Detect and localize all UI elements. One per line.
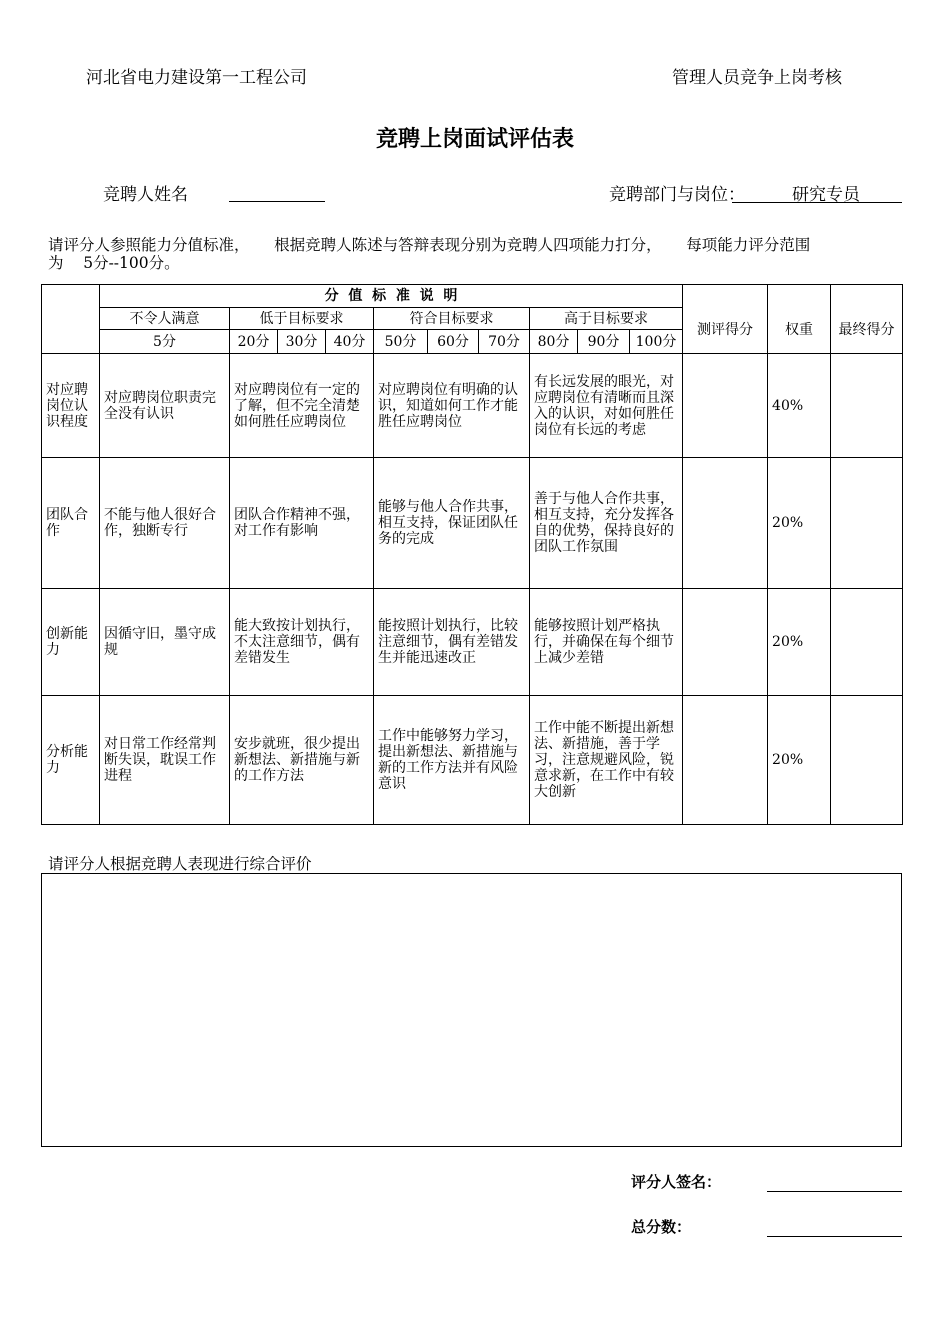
weight-cell: 20% (768, 696, 831, 825)
total-score-label: 总分数： (631, 1218, 692, 1236)
level-meets-target: 符合目标要求 (374, 308, 530, 330)
table-row (42, 354, 903, 458)
weight-cell: 40% (768, 354, 831, 458)
weight-header-top (768, 285, 831, 308)
candidate-name-label: 竞聘人姓名 (103, 185, 188, 205)
company-name: 河北省电力建设第一工程公司 (86, 68, 307, 88)
score-input-cell[interactable] (683, 696, 768, 825)
desc-meets-target: 能按照计划执行，比较注意细节，偶有差错发生并能迅速改正 (374, 589, 530, 696)
level-unsatisfactory: 不令人满意 (100, 308, 230, 330)
final-header-top (831, 285, 903, 308)
evaluation-label: 请评分人根据竞聘人表现进行综合评价 (48, 855, 312, 873)
instructions-line-2: 为 5分--100分。 (48, 254, 180, 272)
instructions-line-1: 请评分人参照能力分值标准， 根据竞聘人陈述与答辩表现分别为竞聘人四项能力打分， 每项能力评分范围 (48, 236, 811, 254)
instructions (48, 236, 908, 272)
candidate-dept-label: 竞聘部门与岗位： (609, 185, 745, 205)
final-score-cell[interactable] (831, 458, 903, 589)
desc-below-target: 安步就班，很少提出新想法、新措施与新的工作方法 (230, 696, 374, 825)
desc-unsatisfactory: 因循守旧，墨守成规 (100, 589, 230, 696)
section-header: 分 值 标 准 说 明 (100, 285, 683, 308)
score-40: 40分 (326, 330, 374, 354)
scoring-table (41, 284, 903, 825)
score-input-cell[interactable] (683, 458, 768, 589)
desc-above-target: 工作中能不断提出新想法、新措施，善于学习，注意规避风险，锐意求新，在工作中有较大创新 (530, 696, 683, 825)
weight-cell: 20% (768, 458, 831, 589)
desc-above-target: 有长远发展的眼光，对应聘岗位有清晰而且深入的认识，对如何胜任岗位有长远的考虑 (530, 354, 683, 458)
level-below-target: 低于目标要求 (230, 308, 374, 330)
page-title: 竞聘上岗面试评估表 (375, 126, 574, 152)
candidate-name-field[interactable] (229, 183, 325, 202)
score-60: 60分 (428, 330, 479, 354)
desc-meets-target: 对应聘岗位有明确的认识，知道如何工作才能胜任应聘岗位 (374, 354, 530, 458)
score-90: 90分 (578, 330, 630, 354)
score-input-cell[interactable] (683, 589, 768, 696)
desc-below-target: 团队合作精神不强，对工作有影响 (230, 458, 374, 589)
table-row (42, 696, 903, 825)
score-100: 100分 (630, 330, 683, 354)
evaluation-textarea[interactable] (41, 873, 902, 1147)
candidate-dept-value: 研究专员 (792, 185, 860, 205)
score-header-top (683, 285, 768, 308)
score-input-cell[interactable] (683, 354, 768, 458)
col-final-header: 最终得分 (831, 308, 903, 354)
desc-below-target: 对应聘岗位有一定的了解，但不完全清楚如何胜任应聘岗位 (230, 354, 374, 458)
criterion-cell: 团队合作 (42, 458, 100, 589)
col-weight-header: 权重 (768, 308, 831, 354)
criteria-header-cell (42, 285, 100, 354)
final-score-cell[interactable] (831, 589, 903, 696)
desc-below-target: 能大致按计划执行，不太注意细节，偶有差错发生 (230, 589, 374, 696)
weight-cell: 20% (768, 589, 831, 696)
final-score-cell[interactable] (831, 354, 903, 458)
table-row (42, 589, 903, 696)
score-5: 5分 (100, 330, 230, 354)
criterion-cell: 分析能力 (42, 696, 100, 825)
signature-label: 评分人签名： (631, 1173, 722, 1191)
desc-meets-target: 工作中能够努力学习，提出新想法、新措施与新的工作方法并有风险意识 (374, 696, 530, 825)
score-70: 70分 (479, 330, 530, 354)
desc-unsatisfactory: 对日常工作经常判断失误，耽误工作进程 (100, 696, 230, 825)
signature-field[interactable] (767, 1173, 902, 1192)
desc-above-target: 善于与他人合作共事，相互支持，充分发挥各自的优势，保持良好的团队工作氛围 (530, 458, 683, 589)
criterion-cell: 对应聘岗位认识程度 (42, 354, 100, 458)
score-80: 80分 (530, 330, 578, 354)
document-type: 管理人员竞争上岗考核 (672, 68, 842, 88)
level-above-target: 高于目标要求 (530, 308, 683, 330)
score-20: 20分 (230, 330, 278, 354)
total-score-field[interactable] (767, 1218, 902, 1237)
desc-unsatisfactory: 不能与他人很好合作，独断专行 (100, 458, 230, 589)
desc-above-target: 能够按照计划严格执行，并确保在每个细节上减少差错 (530, 589, 683, 696)
final-score-cell[interactable] (831, 696, 903, 825)
score-50: 50分 (374, 330, 428, 354)
desc-unsatisfactory: 对应聘岗位职责完全没有认识 (100, 354, 230, 458)
desc-meets-target: 能够与他人合作共事，相互支持，保证团队任务的完成 (374, 458, 530, 589)
criterion-cell: 创新能力 (42, 589, 100, 696)
col-score-header: 测评得分 (683, 308, 768, 354)
table-row (42, 458, 903, 589)
score-30: 30分 (278, 330, 326, 354)
candidate-dept-field[interactable] (732, 180, 902, 203)
